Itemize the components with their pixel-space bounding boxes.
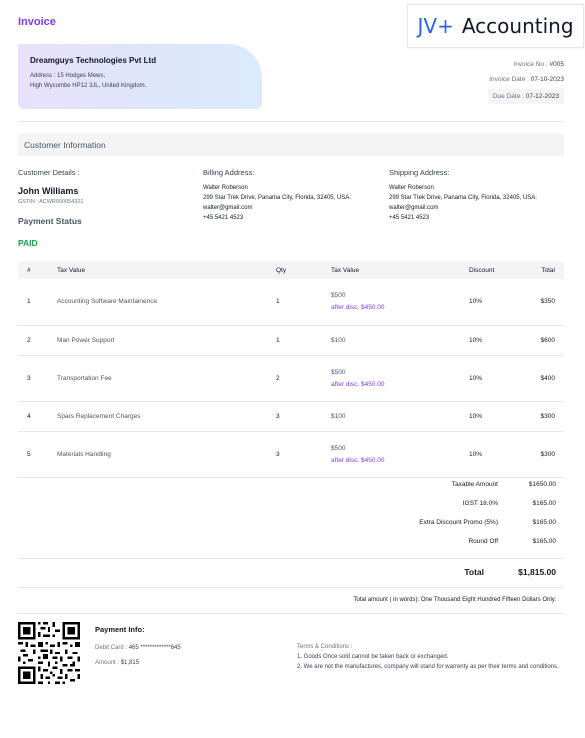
company-card (18, 44, 262, 109)
debit-card-value: 465 *************645 (128, 645, 181, 651)
round-off-label: Round Off (468, 538, 498, 545)
row-value-amount: $500 (331, 444, 346, 452)
row-value-amount: $500 (331, 368, 346, 376)
row-total: $400 (513, 355, 564, 401)
payment-status-badge: PAID (18, 238, 38, 248)
row-discount: 10% (469, 279, 513, 325)
shipping-address: 299 Star Trek Drive, Panama City, Florida, 32405, USA. (389, 195, 537, 201)
row-total: $350 (513, 279, 564, 325)
billing-address-label: Billing Address: (203, 168, 255, 177)
table-row (18, 325, 564, 355)
debit-card-label: Debit Card : (95, 645, 128, 651)
row-value (331, 325, 469, 355)
table-row (18, 431, 564, 477)
row-value-amount: $100 (331, 336, 346, 344)
grand-total-label: Total (464, 567, 484, 577)
table-header-row (18, 262, 564, 279)
taxable-amount-row (380, 481, 564, 488)
col-header-total: Total (513, 262, 564, 279)
amount-value: $1,815 (120, 660, 140, 666)
row-qty: 2 (276, 355, 331, 401)
invoice-meta (488, 57, 564, 104)
grand-total-row (380, 567, 564, 577)
row-after-discount: after disc. $450.00 (331, 456, 385, 464)
row-value (331, 431, 469, 477)
igst-row (380, 500, 564, 507)
due-date-label: Due Date : (492, 93, 524, 100)
billing-phone: +45 5421 4523 (203, 215, 244, 221)
divider (18, 121, 564, 122)
company-address-line1: Address : 15 Hodges Mews, (30, 73, 106, 79)
due-date-badge (488, 89, 564, 104)
grand-total-value: $1,815.00 (518, 567, 556, 577)
taxable-amount-value: $1650.00 (528, 481, 556, 488)
brand-name: Accounting (461, 14, 574, 38)
igst-label: IGST 18.0% (462, 500, 498, 507)
row-no: 2 (18, 325, 57, 355)
row-total: $600 (513, 325, 564, 355)
divider (18, 587, 564, 588)
terms-line-2: 2. We are not the manufactures, company will stand for warrenty as per their terms and conditions. (297, 664, 559, 670)
col-header-qty: Qty (276, 262, 331, 279)
row-no: 5 (18, 431, 57, 477)
row-item: Man Power Support (57, 325, 276, 355)
row-value (331, 401, 469, 431)
billing-email: walter@gmail.com (203, 205, 253, 211)
col-header-discount: Discount (469, 262, 513, 279)
billing-name: Walter Roberson (203, 185, 248, 191)
shipping-phone: +45 5421 4523 (389, 215, 430, 221)
row-qty: 1 (276, 279, 331, 325)
row-discount: 10% (469, 401, 513, 431)
table-row (18, 401, 564, 431)
row-no: 3 (18, 355, 57, 401)
payment-qr-code (18, 622, 80, 684)
shipping-name: Walter Roberson (389, 185, 434, 191)
round-off-value: $165.00 (532, 538, 556, 545)
terms-title: Terms & Conditions : (297, 644, 353, 650)
divider (18, 613, 564, 614)
brand-prefix: JV+ (417, 14, 454, 38)
company-name: Dreamguys Technologies Pvt Ltd (30, 56, 157, 65)
company-address-line2: High Wycombe HP12 3JL, United Kingdom. (30, 83, 147, 89)
shipping-address-label: Shipping Address: (389, 168, 450, 177)
row-no: 1 (18, 279, 57, 325)
row-value (331, 355, 469, 401)
round-off-row (380, 538, 564, 545)
row-discount: 10% (469, 325, 513, 355)
igst-value: $165.00 (532, 500, 556, 507)
invoice-number (488, 57, 564, 72)
row-value-amount: $100 (331, 412, 346, 420)
col-header-item: Tax Value (57, 262, 276, 279)
divider (18, 558, 564, 559)
terms-line-1: 1. Goods Once sold cannot be taken back or exchanged. (297, 654, 449, 660)
row-qty: 3 (276, 431, 331, 477)
debit-card-line (95, 645, 181, 651)
invoice-number-label: Invoice No : (513, 61, 548, 68)
amount-label: Amount : (95, 660, 120, 666)
col-header-no: # (18, 262, 57, 279)
customer-info-header (18, 134, 564, 156)
row-value (331, 279, 469, 325)
row-qty: 1 (276, 325, 331, 355)
payment-status-label: Payment Status (18, 216, 82, 226)
customer-gstin: GSTIN : ACWR000054321 (18, 199, 84, 205)
row-value-amount: $500 (331, 292, 346, 300)
due-date-value: 07-12-2023 (525, 93, 559, 100)
promo-discount-label: Extra Discount Promo (5%) (419, 519, 498, 526)
row-after-discount: after disc. $450.00 (331, 380, 385, 388)
table-row (18, 279, 564, 325)
billing-address: 299 Star Trek Drive, Panama City, Florida, 32405, USA. (203, 195, 351, 201)
row-no: 4 (18, 401, 57, 431)
row-total: $300 (513, 431, 564, 477)
row-total: $300 (513, 401, 564, 431)
table-row (18, 355, 564, 401)
taxable-amount-label: Taxable Amount (451, 481, 498, 488)
customer-name: John Williams (18, 186, 79, 196)
customer-details-label: Customer Details : (18, 168, 80, 177)
invoice-date-label: Invoice Date : (489, 76, 529, 83)
row-item: Transportation Fee (57, 355, 276, 401)
amount-line (95, 660, 139, 666)
promo-discount-value: $165.00 (532, 519, 556, 526)
row-item: Spars Replacement Charges (57, 401, 276, 431)
row-qty: 3 (276, 401, 331, 431)
invoice-number-value: #005 (549, 61, 564, 68)
brand-logo (407, 4, 584, 48)
promo-discount-row (380, 519, 564, 526)
row-item: Materials Handling (57, 431, 276, 477)
invoice-date-value: 07-10-2023 (530, 76, 564, 83)
customer-info-title: Customer Information (24, 140, 106, 150)
shipping-email: walter@gmail.com (389, 205, 439, 211)
invoice-title: Invoice (18, 16, 56, 28)
payment-info-title: Payment Info: (95, 625, 145, 634)
invoice-date (488, 72, 564, 87)
row-discount: 10% (469, 355, 513, 401)
row-after-discount: after disc. $450.00 (331, 304, 385, 312)
items-table (18, 262, 564, 478)
row-discount: 10% (469, 431, 513, 477)
row-item: Accounting Software Maintainence (57, 279, 276, 325)
col-header-value: Tax Value (331, 262, 469, 279)
terms-conditions (297, 642, 567, 672)
total-in-words: Total amount ( in words): One Thousand Eight Hundred Fifteen Dollars Only. (353, 597, 556, 603)
